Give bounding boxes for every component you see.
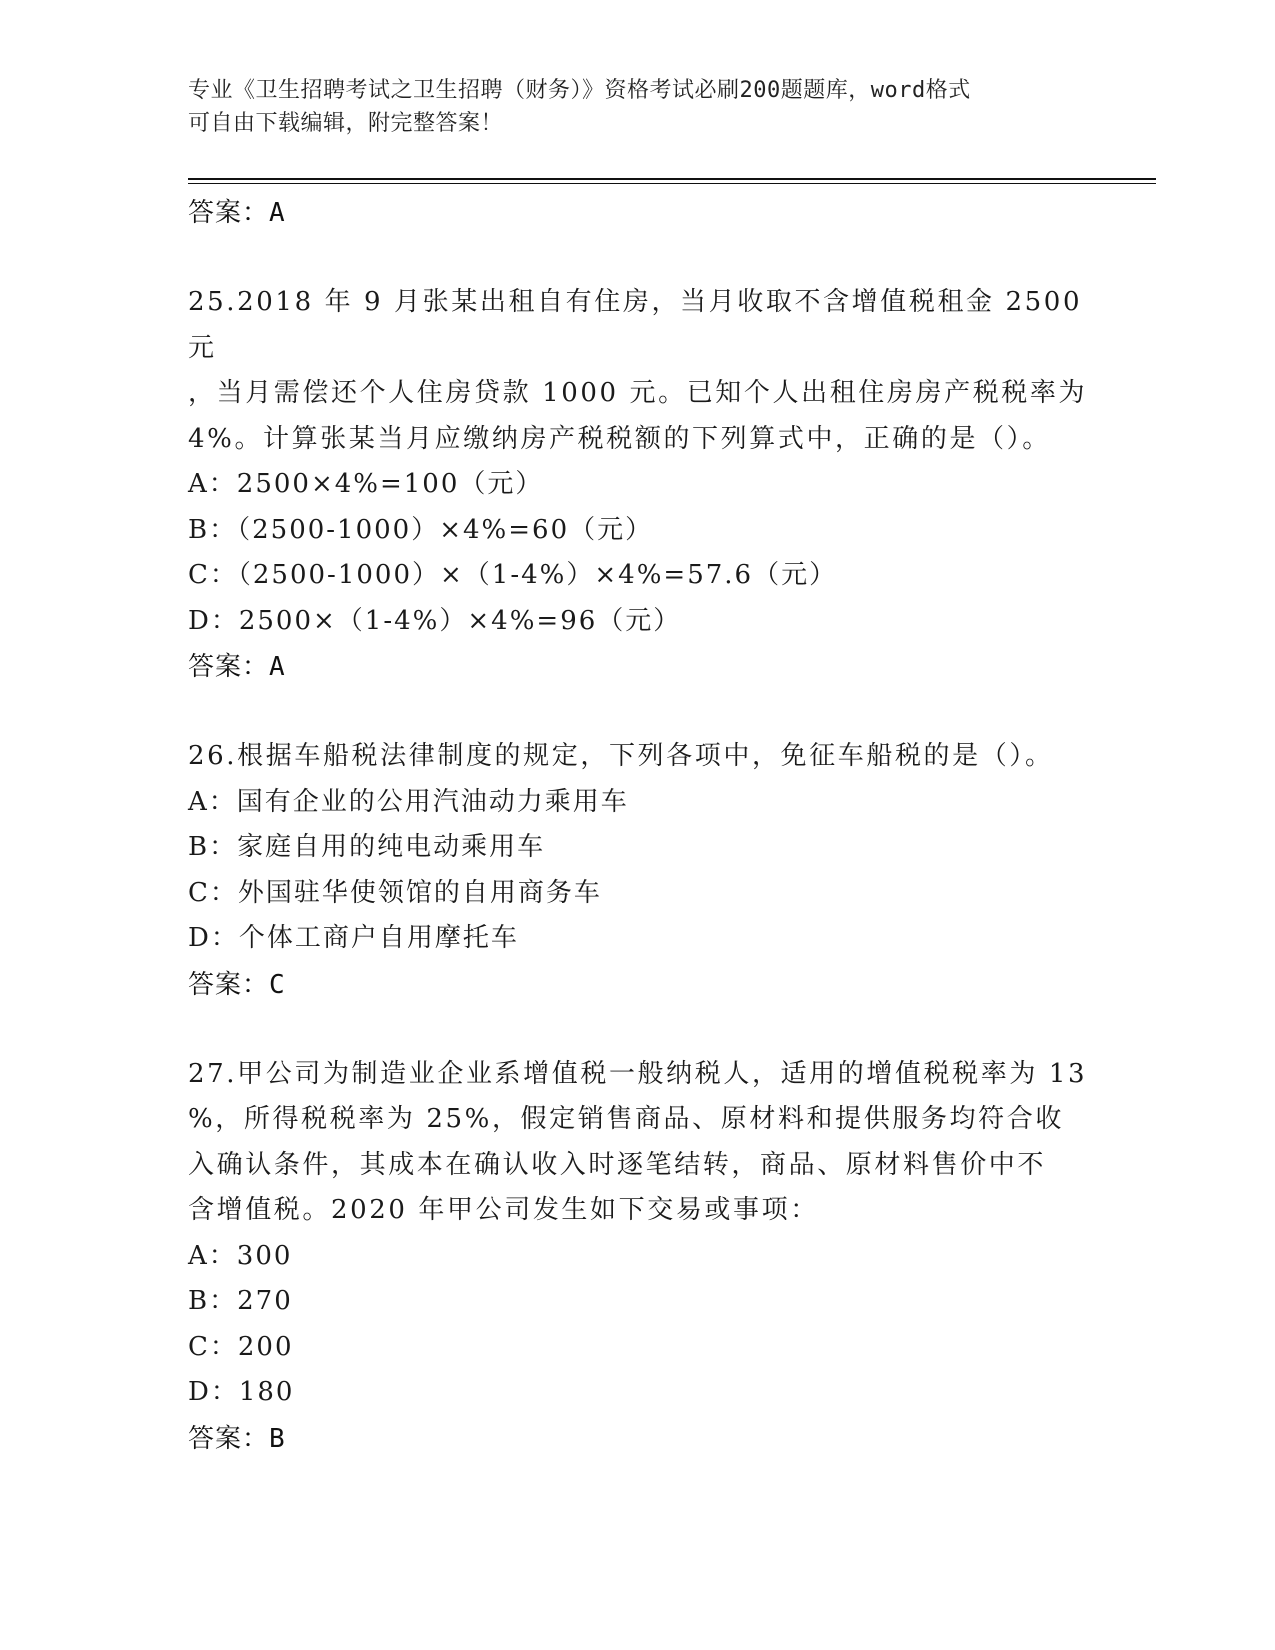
document-body [188,190,1093,1462]
question-stem-line: 27.甲公司为制造业企业系增值税一般纳税人，适用的增值税税率为 13 [188,1058,1088,1089]
option-b: B：270 [188,1286,293,1316]
option-d: D：2500×（1-4%）×4%=96（元） [188,605,682,636]
answer-line: 答案：C [188,969,286,1000]
option-d: D：个体工商户自用摩托车 [188,923,519,953]
question-stem-line: 含增值税。2020 年甲公司发生如下交易或事项： [188,1195,819,1225]
question-stem-line: 4%。计算张某当月应缴纳房产税税额的下列算式中，正确的是（）。 [188,423,1051,454]
question-stem-line: 入确认条件，其成本在确认收入时逐笔结转，商品、原材料售价中不 [188,1149,1047,1180]
option-a: A：300 [188,1240,293,1271]
document-header [188,74,1088,140]
header-line-1: 专业《卫生招聘考试之卫生招聘（财务）》资格考试必刷200题题库，word格式 [188,78,971,103]
question-25 [188,280,1093,690]
option-a: A：2500×4%=100（元） [188,469,544,499]
option-d: D：180 [188,1377,295,1407]
option-b: B：家庭自用的纯电动乘用车 [188,832,546,862]
header-divider-thick [188,178,1156,180]
option-c: C：外国驻华使领馆的自用商务车 [188,877,602,908]
answer-line: 答案：A [188,198,286,228]
header-divider-thin [188,183,1156,184]
question-27 [188,1052,1088,1462]
option-b: B：（2500-1000）×4%=60（元） [188,514,654,545]
question-26 [188,734,1088,1008]
header-line-2: 可自由下载编辑，附完整答案！ [188,111,504,136]
question-stem-line: %，所得税税率为 25%，假定销售商品、原材料和提供服务均符合收 [188,1104,1064,1134]
option-c: C：200 [188,1331,294,1362]
question-stem-line: 26.根据车船税法律制度的规定，下列各项中，免征车船税的是（）。 [188,741,1054,771]
answer-line: 答案：B [188,1423,286,1454]
answer-line: 答案：A [188,652,286,682]
option-a: A：国有企业的公用汽油动力乘用车 [188,786,629,817]
question-stem-line: ，当月需偿还个人住房贷款 1000 元。已知个人出租住房房产税税率为 [188,378,1088,408]
question-stem-line: 25.2018 年 9 月张某出租自有住房，当月收取不含增值税租金 2500 元 [188,287,1093,363]
option-c: C：（2500-1000）×（1-4%）×4%=57.6（元） [188,560,838,590]
